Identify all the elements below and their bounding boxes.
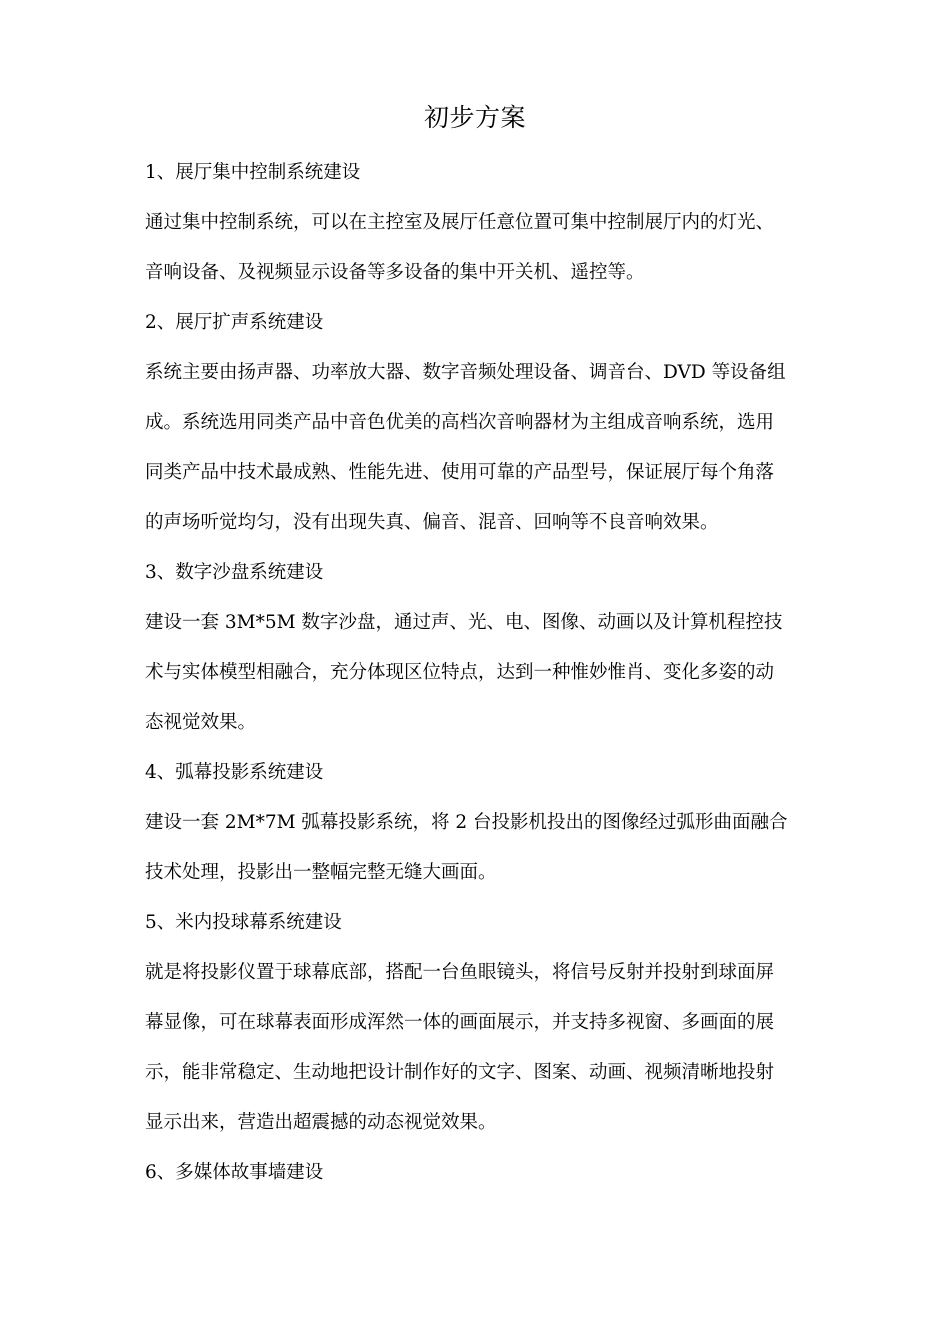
paragraph-line: 系统主要由扬声器、功率放大器、数字音频处理设备、调音台、DVD 等设备组: [145, 362, 786, 383]
paragraph-line: 幕显像，可在球幕表面形成浑然一体的画面展示，并支持多视窗、多画面的展: [145, 1012, 775, 1033]
section-heading-6: 6、多媒体故事墙建设: [145, 1162, 324, 1183]
paragraph-line: 示，能非常稳定、生动地把设计制作好的文字、图案、动画、视频清晰地投射: [145, 1062, 775, 1083]
paragraph-line: 态视觉效果。: [145, 712, 257, 733]
paragraph-line: 建设一套 3M*5M 数字沙盘，通过声、光、电、图像、动画以及计算机程控技: [145, 612, 783, 633]
section-heading-5: 5、米内投球幕系统建设: [145, 912, 342, 933]
paragraph-line: 同类产品中技术最成熟、性能先进、使用可靠的产品型号，保证展厅每个角落: [145, 462, 775, 483]
paragraph-line: 就是将投影仪置于球幕底部，搭配一台鱼眼镜头，将信号反射并投射到球面屏: [145, 962, 775, 983]
section-heading-1: 1、展厅集中控制系统建设: [145, 162, 361, 183]
paragraph-line: 的声场听觉均匀，没有出现失真、偏音、混音、回响等不良音响效果。: [145, 512, 719, 533]
section-heading-4: 4、弧幕投影系统建设: [145, 762, 324, 783]
page-title: 初步方案: [423, 103, 526, 132]
document-body: [145, 148, 810, 1198]
paragraph-line: 技术处理，投影出一整幅完整无缝大画面。: [145, 862, 497, 883]
paragraph-line: 显示出来，营造出超震撼的动态视觉效果。: [145, 1112, 497, 1133]
paragraph-line: 通过集中控制系统，可以在主控室及展厅任意位置可集中控制展厅内的灯光、: [145, 212, 775, 233]
section-heading-3: 3、数字沙盘系统建设: [145, 562, 324, 583]
paragraph-line: 建设一套 2M*7M 弧幕投影系统，将 2 台投影机投出的图像经过弧形曲面融合: [145, 812, 788, 833]
section-heading-2: 2、展厅扩声系统建设: [145, 312, 324, 333]
paragraph-line: 成。系统选用同类产品中音色优美的高档次音响器材为主组成音响系统，选用: [145, 412, 775, 433]
paragraph-line: 音响设备、及视频显示设备等多设备的集中开关机、遥控等。: [145, 262, 645, 283]
paragraph-line: 术与实体模型相融合，充分体现区位特点，达到一种惟妙惟肖、变化多姿的动: [145, 662, 775, 683]
